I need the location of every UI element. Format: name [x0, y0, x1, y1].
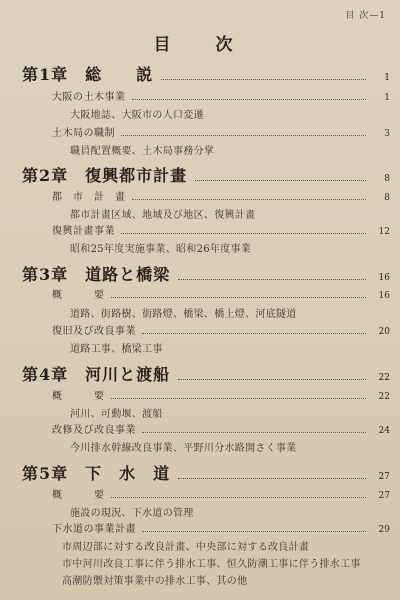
section-subtopics: 昭和25年度実施事業、昭和26年度事業 [70, 244, 252, 255]
page-number: 27 [378, 491, 390, 501]
section-title: 概 要 [52, 490, 105, 501]
dot-leader [178, 379, 366, 380]
section-subtopics: 道路工事、橋梁工事 [70, 344, 163, 355]
toc-section[interactable] [52, 124, 390, 139]
page-title: 目 次 [153, 35, 247, 55]
dot-leader [111, 398, 367, 399]
section-subtopics: 施設の現況、下水道の管理 [70, 508, 194, 519]
page-number: 8 [384, 174, 390, 184]
page-number: 8 [384, 193, 390, 203]
chapter-title: 第3章 道路と橋梁 [22, 265, 171, 284]
page-number: 22 [378, 392, 390, 402]
section-subtopics: 河川、可動堰、渡船 [70, 409, 163, 420]
section-title: 下水道の事業計畫 [52, 524, 136, 535]
dot-leader [195, 180, 366, 181]
section-title: 復旧及び改良事業 [52, 326, 136, 337]
toc-section[interactable] [52, 286, 390, 301]
dot-leader [132, 99, 367, 100]
page-number: 1 [384, 73, 390, 83]
page-number: 22 [378, 373, 390, 383]
dot-leader [142, 432, 366, 433]
section-subtopics: 道路、街路樹、街路燈、橋梁、橋上燈、河底隧道 [70, 309, 297, 320]
chapter-title: 第5章 下 水 道 [22, 464, 171, 483]
toc-section[interactable] [52, 222, 390, 237]
page-number: 24 [378, 426, 390, 436]
page-number: 3 [384, 129, 390, 139]
page-number: 16 [378, 291, 390, 301]
toc-section[interactable] [52, 387, 390, 402]
toc-chapter-4[interactable] [22, 362, 390, 385]
section-title: 大阪の土木事業 [52, 92, 126, 103]
chapter-title: 第2章 復興都市計畫 [22, 166, 188, 185]
dot-leader [142, 531, 366, 532]
section-title: 復興計畫事業 [52, 226, 115, 237]
toc-section[interactable] [52, 188, 390, 203]
toc-section[interactable] [52, 88, 390, 103]
section-subtopics: 大阪地誌、大阪市の人口変遷 [70, 110, 204, 121]
dot-leader [121, 135, 366, 136]
toc-section[interactable] [52, 520, 390, 535]
chapter-title: 第4章 河川と渡船 [22, 365, 171, 384]
page-number: 20 [378, 327, 390, 337]
dot-leader [121, 233, 366, 234]
dot-leader [111, 297, 367, 298]
dot-leader [178, 478, 366, 479]
section-subtopics: 高潮防禦対策事業中の排水工事、其の他 [62, 576, 248, 587]
page-number: 27 [378, 472, 390, 482]
dot-leader [111, 497, 367, 498]
toc-chapter-5[interactable] [22, 461, 390, 484]
chapter-title: 第1章 総 説 [22, 65, 154, 84]
section-subtopics: 都市計畫区域、地域及び地区、復興計畫 [70, 210, 256, 221]
dot-leader [142, 333, 366, 334]
section-subtopics: 今川排水幹線改良事業、平野川分水路開さく事業 [70, 443, 297, 454]
section-title: 都 市 計 畫 [52, 192, 126, 203]
section-title: 改修及び改良事業 [52, 425, 136, 436]
toc-section[interactable] [52, 421, 390, 436]
dot-leader [132, 199, 367, 200]
toc-chapter-3[interactable] [22, 262, 390, 285]
page-number-mark: 目 次—1 [345, 11, 386, 21]
dot-leader [161, 79, 366, 80]
dot-leader [178, 279, 366, 280]
section-title: 概 要 [52, 391, 105, 402]
section-title: 概 要 [52, 290, 105, 301]
section-subtopics: 市周辺部に対する改良計畫、中央部に対する改良計畫 [62, 542, 310, 553]
toc-section[interactable] [52, 486, 390, 501]
toc-chapter-2[interactable] [22, 163, 390, 186]
page-number: 16 [378, 273, 390, 283]
page-number: 1 [384, 93, 390, 103]
toc-chapter-1[interactable] [22, 62, 390, 85]
section-subtopics: 市中河川改良工事に伴う排水工事、恒久防潮工事に伴う排水工事 [62, 559, 361, 570]
page-number: 29 [378, 525, 390, 535]
toc-section[interactable] [52, 322, 390, 337]
page-number: 12 [378, 227, 390, 237]
section-title: 土木局の職制 [52, 128, 115, 139]
section-subtopics: 職員配置概要、土木局事務分掌 [70, 146, 215, 157]
